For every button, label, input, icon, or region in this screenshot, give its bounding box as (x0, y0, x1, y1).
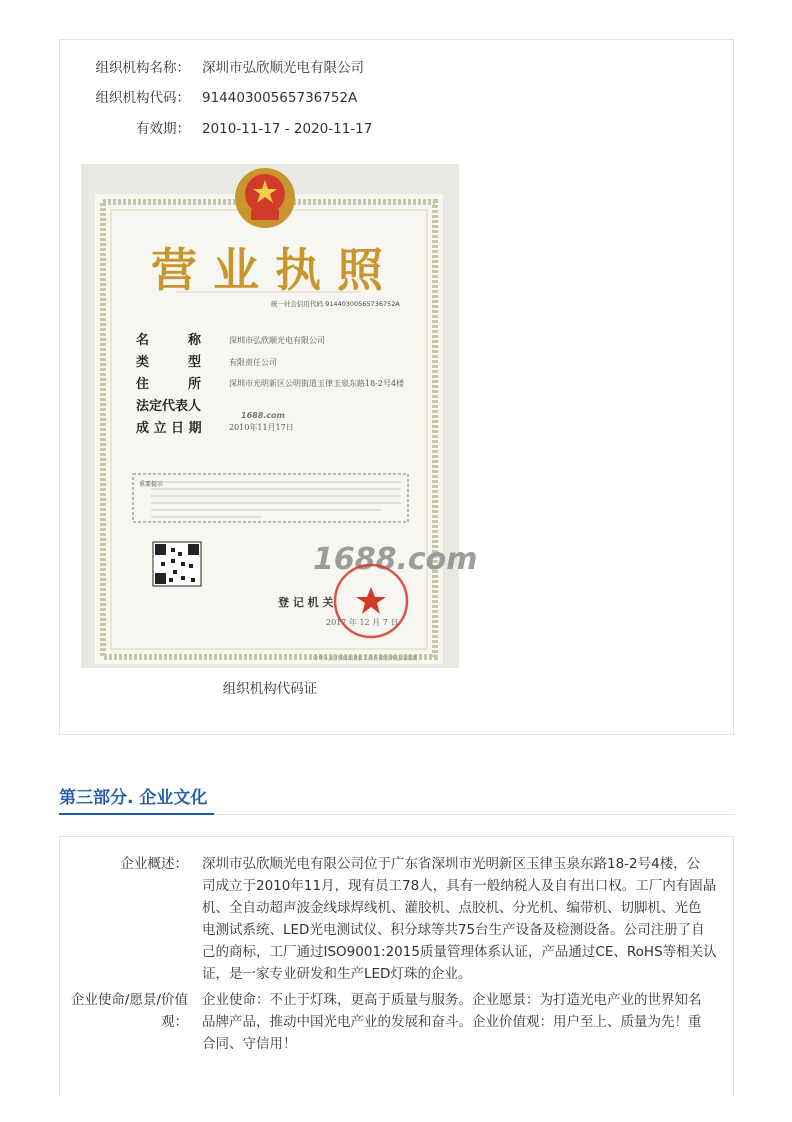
field-label-type: 类 型 (136, 355, 202, 370)
overview-line: 司成立于2010年11月，现有员工78人，具有一般纳税人及自有出口权。工厂内有固晶 (202, 878, 717, 894)
mission-label-line-1: 企业使命/愿景/价值 (70, 992, 188, 1008)
mission-line: 合同、守信用！ (202, 1036, 297, 1052)
org-name-label: 组织机构名称： (95, 60, 190, 76)
overview-line: 机、全自动超声波金线球焊线机、灌胶机、点胶机、分光机、编带机、切脚机、光色 (202, 900, 702, 916)
business-license-image[interactable] (81, 164, 478, 668)
qr-code-icon (153, 542, 201, 586)
license-footer: 中华人民共和国国家工商行政管理总局监制 (313, 656, 418, 662)
registrar-label: 登 记 机 关 (278, 596, 334, 609)
section-title: 第三部分. 企业文化 (59, 788, 208, 808)
field-value-date: 2010年11月17日 (229, 423, 294, 432)
mission-line: 品牌产品，推动中国光电产业的发展和奋斗。企业价值观：用户至上、质量为先！重 (202, 1014, 702, 1030)
org-info-card (59, 39, 734, 735)
overview-line: 证，是一家专业研发和生产LED灯珠的企业。 (202, 966, 472, 982)
overview-text (202, 853, 722, 985)
org-code-label: 组织机构代码： (95, 90, 190, 106)
field-label-address: 住 所 (136, 377, 202, 392)
credit-code: 统一社会信用代码 91440300565736752A (271, 300, 400, 308)
small-watermark: 1688.com (241, 411, 285, 420)
field-value-name: 深圳市弘欣顺光电有限公司 (229, 336, 325, 345)
field-value-address: 深圳市光明新区公明街道玉律玉泉东路18-2号4楼 (229, 379, 405, 388)
validity-label: 有效期： (136, 121, 190, 137)
mission-text (202, 989, 722, 1055)
field-label-legal-rep: 法定代表人 (136, 399, 202, 414)
license-caption: 组织机构代码证 (222, 681, 318, 697)
field-value-type: 有限责任公司 (229, 358, 277, 367)
overview-label: 企业概述： (120, 856, 188, 872)
mission-label (38, 989, 188, 1033)
mission-label-line-2: 观： (161, 1014, 188, 1030)
overview-line: 深圳市弘欣顺光电有限公司位于广东省深圳市光明新区玉律玉泉东路18-2号4楼，公 (202, 856, 701, 872)
section-title-underline (59, 813, 214, 815)
org-code-value: 91440300565736752A (202, 90, 358, 106)
overview-line: 己的商标，工厂通过ISO9001:2015质量管理体系认证，产品通过CE、RoHS等相关认 (202, 944, 717, 960)
watermark: 1688.com (313, 542, 478, 577)
culture-card (59, 836, 734, 1096)
issue-date: 2017 年 12 月 7 日 (326, 618, 399, 627)
field-label-name: 名 称 (136, 333, 202, 348)
mission-line: 企业使命：不止于灯珠，更高于质量与服务。企业愿景：为打造光电产业的世界知名 (202, 992, 702, 1008)
notice-label: 重要提示 (139, 481, 164, 488)
license-title: 营 业 执 照 (150, 243, 384, 297)
org-name-value: 深圳市弘欣顺光电有限公司 (202, 60, 364, 76)
national-emblem-icon (235, 168, 295, 228)
validity-value: 2010-11-17 - 2020-11-17 (202, 121, 373, 137)
overview-line: 电测试系统、LED光电测试仪、积分球等共75台生产设备及检测设备。公司注册了自 (202, 922, 705, 938)
field-label-date: 成 立 日 期 (136, 421, 202, 436)
